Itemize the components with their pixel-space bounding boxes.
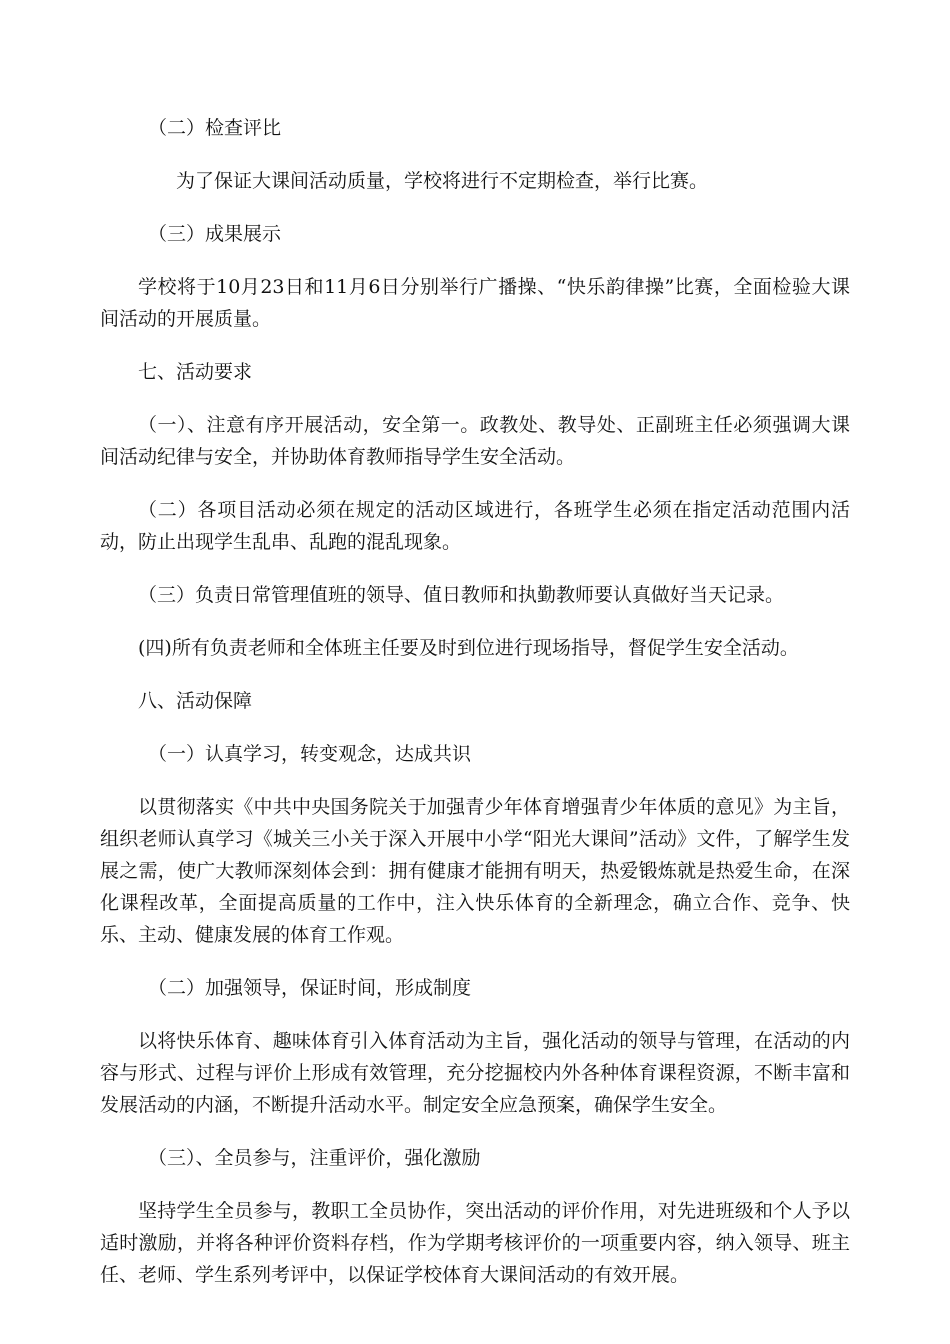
results-body: 学校将于10月23日和11月6日分别举行广播操、“快乐韵律操”比赛，全面检验大课间活动的开展质量。 bbox=[100, 276, 850, 330]
guarantee-2-body: 以将快乐体育、趣味体育引入体育活动为主旨，强化活动的领导与管理，在活动的内容与形式、过程与评价上形成有效管理，充分挖掘校内外各种体育课程资源，不断丰富和发展活动的内涵，不断提升活动水平。制定安全应急预案，确保学生安全。 bbox=[100, 1030, 850, 1116]
guarantee-2-heading: （二）加强领导，保证时间，形成制度 bbox=[148, 977, 472, 999]
requirement-4: (四)所有负责老师和全体班主任要及时到位进行现场指导，督促学生安全活动。 bbox=[138, 637, 799, 659]
heading-requirements: 七、活动要求 bbox=[138, 361, 253, 383]
guarantee-1-body: 以贯彻落实《中共中央国务院关于加强青少年体育增强青少年体质的意见》为主旨，组织老师认真学习《城关三小关于深入开展中小学“阳光大课间”活动》文件，了解学生发展之需，使广大教师深刻体会到：拥有健康才能拥有明天，热爱锻炼就是热爱生命，在深化课程改革，全面提高质量的工作中，注入快乐体育的全新理念，确立合作、竞争、快乐、主动、健康发展的体育工作观。 bbox=[100, 796, 850, 946]
requirement-3: （三）负责日常管理值班的领导、值日教师和执勤教师要认真做好当天记录。 bbox=[138, 584, 785, 606]
guarantee-3-heading: （三）、全员参与，注重评价，强化激励 bbox=[148, 1147, 481, 1169]
heading-guarantee: 八、活动保障 bbox=[138, 690, 253, 712]
heading-results: （三）成果展示 bbox=[148, 223, 282, 245]
guarantee-3-body: 坚持学生全员参与，教职工全员协作，突出活动的评价作用，对先进班级和个人予以适时激励，并将各种评价资料存档，作为学期考核评价的一项重要内容，纳入领导、班主任、老师、学生系列考评中，以保证学校体育大课间活动的有效开展。 bbox=[100, 1200, 850, 1286]
inspection-body: 为了保证大课间活动质量，学校将进行不定期检查，举行比赛。 bbox=[176, 170, 709, 192]
document-page bbox=[100, 112, 850, 1312]
heading-inspection: （二）检查评比 bbox=[148, 117, 282, 139]
requirement-2: （二）各项目活动必须在规定的活动区域进行，各班学生必须在指定活动范围内活动，防止出现学生乱串、乱跑的混乱现象。 bbox=[100, 499, 850, 553]
guarantee-1-heading: （一）认真学习，转变观念，达成共识 bbox=[148, 743, 472, 765]
requirement-1: （一）、注意有序开展活动，安全第一。政教处、教导处、正副班主任必须强调大课间活动纪律与安全，并协助体育教师指导学生安全活动。 bbox=[100, 414, 850, 468]
